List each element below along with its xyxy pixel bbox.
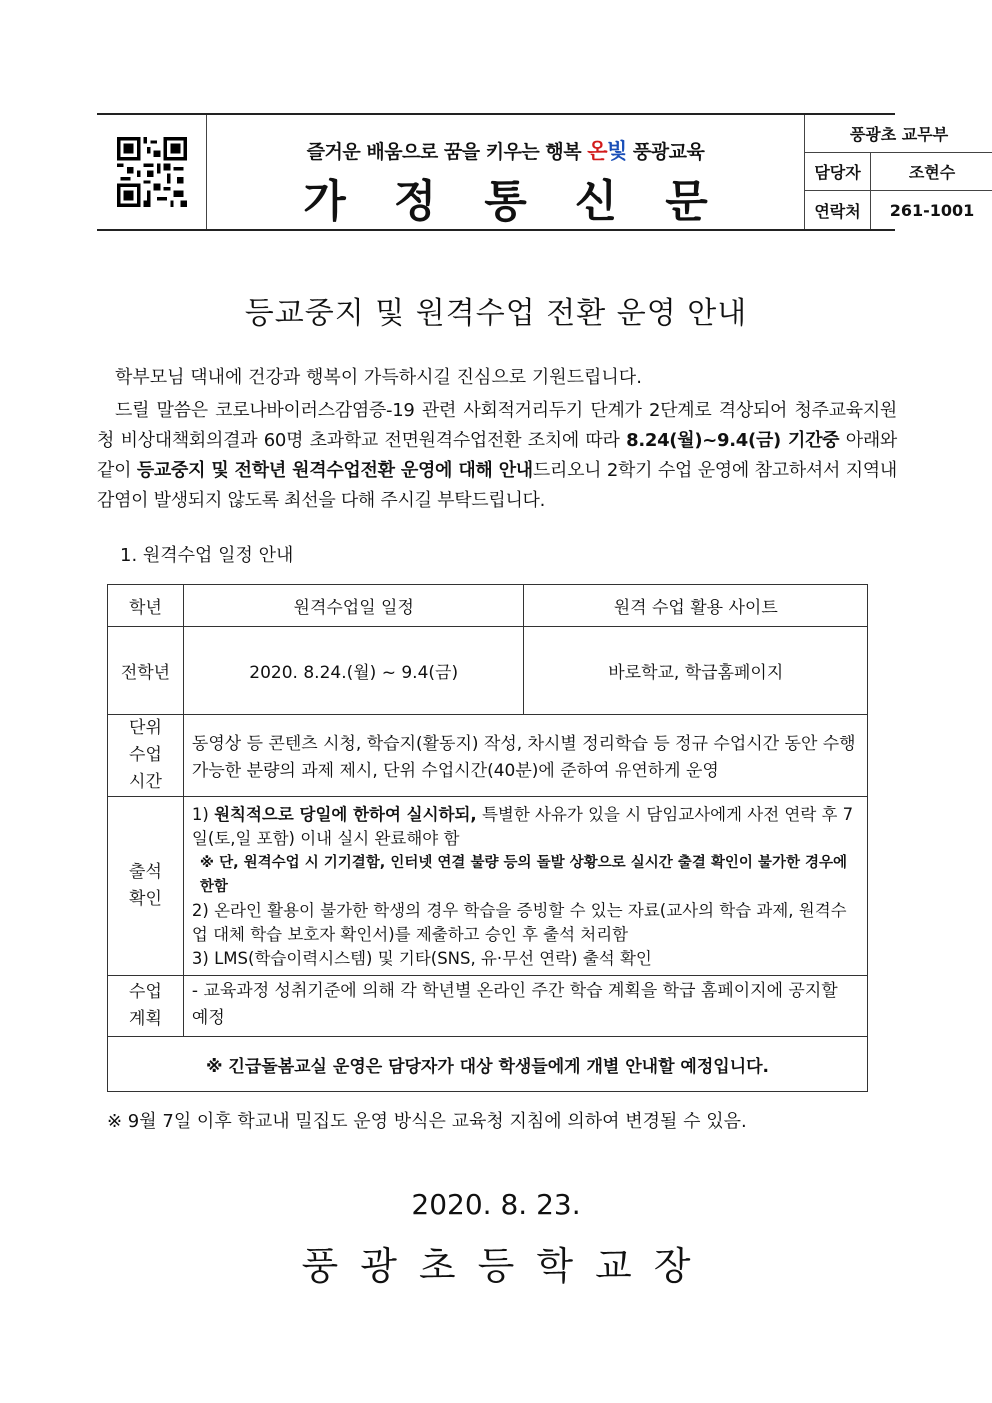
contact-info-table <box>805 115 992 229</box>
slogan-bit-logo: 빛 <box>607 139 627 163</box>
intro-greeting: 학부모님 댁내에 건강과 행복이 가득하시길 진심으로 기원드립니다. <box>115 367 642 388</box>
issue-date: 2020. 8. 23. <box>411 1188 581 1221</box>
document-title: 등교중지 및 원격수업 전환 운영 안내 <box>244 296 748 331</box>
slogan-text: 즐거운 배움으로 꿈을 키우는 행복 <box>306 141 588 163</box>
intro-text-a: 드릴 말씀은 코로나바이러스감염증-19 관련 사회적거리두기 단계가 2단계로 격상되어 청주교육지원청 비상대책회의결과 60명 초과학교 전면원격수업전환 조치에 따라 <box>97 400 897 451</box>
cell-site: 바로학교, 학급홈페이지 <box>524 627 868 715</box>
emergency-care-notice: ※ 긴급돌봄교실 운영은 담당자가 대상 학생들에게 개별 안내할 예정입니다. <box>108 1037 868 1092</box>
header-schedule: 원격수업일 일정 <box>183 585 524 627</box>
attendance-label: 출석 확인 <box>108 797 184 976</box>
table-row <box>108 627 868 715</box>
phone-row <box>805 191 992 229</box>
att1-rest: 특별한 사유가 있을 시 담임교사에게 사전 연락 후 7일(토,일 포함) 이내 실시 완료해야 함 <box>191 805 854 848</box>
intro-text-c: 아래와 같이 <box>97 430 898 481</box>
attendance-note: ※ 단, 원격수업 시 기기결함, 인터넷 연결 불량 등의 돌발 상황으로 실시간 출결 확인이 불가한 경우에 한함 <box>199 855 848 895</box>
header-title-cell <box>207 115 805 229</box>
contact-person-value: 조현수 <box>908 163 956 182</box>
attendance-item-2: 2) 온라인 활용이 불가한 학생의 경우 학습을 증빙할 수 있는 자료(교사의 학습 과제, 원격수업 대체 학습 보호자 확인서)를 제출하고 승인 후 출석 처리함 <box>191 901 847 944</box>
table-header-row <box>108 585 868 627</box>
unit-time-label: 단위 수업 시간 <box>108 715 184 797</box>
intro-highlight: 등교중지 및 전학년 원격수업전환 운영에 대해 안내 <box>136 460 533 481</box>
footnote: ※ 9월 7일 이후 학교내 밀집도 운영 방식은 교육청 지침에 의하여 변경될 수 있음. <box>107 1111 747 1132</box>
attendance-item-1 <box>192 803 859 851</box>
cell-schedule: 2020. 8.24.(월) ~ 9.4(금) <box>183 627 524 715</box>
section-heading: 1. 원격수업 일정 안내 <box>120 545 294 566</box>
qr-code-icon[interactable] <box>117 137 187 207</box>
contact-person-label: 담당자 <box>805 153 871 190</box>
lesson-plan-text: - 교육과정 성취기준에 의해 각 학년별 온라인 주간 학습 계획을 학급 홈페이지에 공지할 예정 <box>183 976 867 1037</box>
attendance-item-3: 3) LMS(학습이력시스템) 및 기타(SNS, 유·무선 연락) 출석 확인 <box>191 949 652 968</box>
lesson-plan-label: 수업 계획 <box>108 976 184 1037</box>
notice-row <box>108 1037 868 1092</box>
letter-header <box>97 113 975 231</box>
header-site: 원격 수업 활용 사이트 <box>524 585 868 627</box>
schedule-table <box>107 584 868 1092</box>
attendance-text <box>183 797 867 976</box>
att1-bold: 원칙적으로 당일에 한하여 실시하되, <box>214 805 477 824</box>
slogan-suffix: 풍광교육 <box>626 141 705 163</box>
cell-grade: 전학년 <box>108 627 184 715</box>
newsletter-title: 가정통신문 <box>303 176 756 227</box>
slogan-on-logo: 온 <box>587 139 607 163</box>
intro-text-e: 드리오니 2학기 수업 운영에 참고하셔서 지역내 감염이 발생되지 않도록 최선을 다해 주시길 부탁드립니다. <box>97 460 897 511</box>
header-grade: 학년 <box>108 585 184 627</box>
lesson-plan-row <box>108 976 868 1037</box>
attendance-row <box>108 797 868 976</box>
unit-time-text: 동영상 등 콘텐츠 시청, 학습지(활동지) 작성, 차시별 정리학습 등 정규 수업시간 동안 수행 가능한 분량의 과제 제시, 단위 수업시간(40분)에 준하여 유연하게 운영 <box>183 715 867 797</box>
qr-code-cell <box>97 115 207 229</box>
intro-body <box>97 396 897 516</box>
phone-label: 연락처 <box>805 191 871 229</box>
principal-signature: 풍광초등학교장 <box>301 1244 713 1288</box>
unit-time-row <box>108 715 868 797</box>
department: 풍광초 교무부 <box>805 115 992 153</box>
phone-value: 261-1001 <box>889 200 975 220</box>
slogan <box>207 135 804 165</box>
intro-period: 8.24(월)~9.4(금) 기간중 <box>626 430 840 451</box>
att1-num: 1) <box>191 805 215 824</box>
contact-person-row <box>805 153 992 191</box>
